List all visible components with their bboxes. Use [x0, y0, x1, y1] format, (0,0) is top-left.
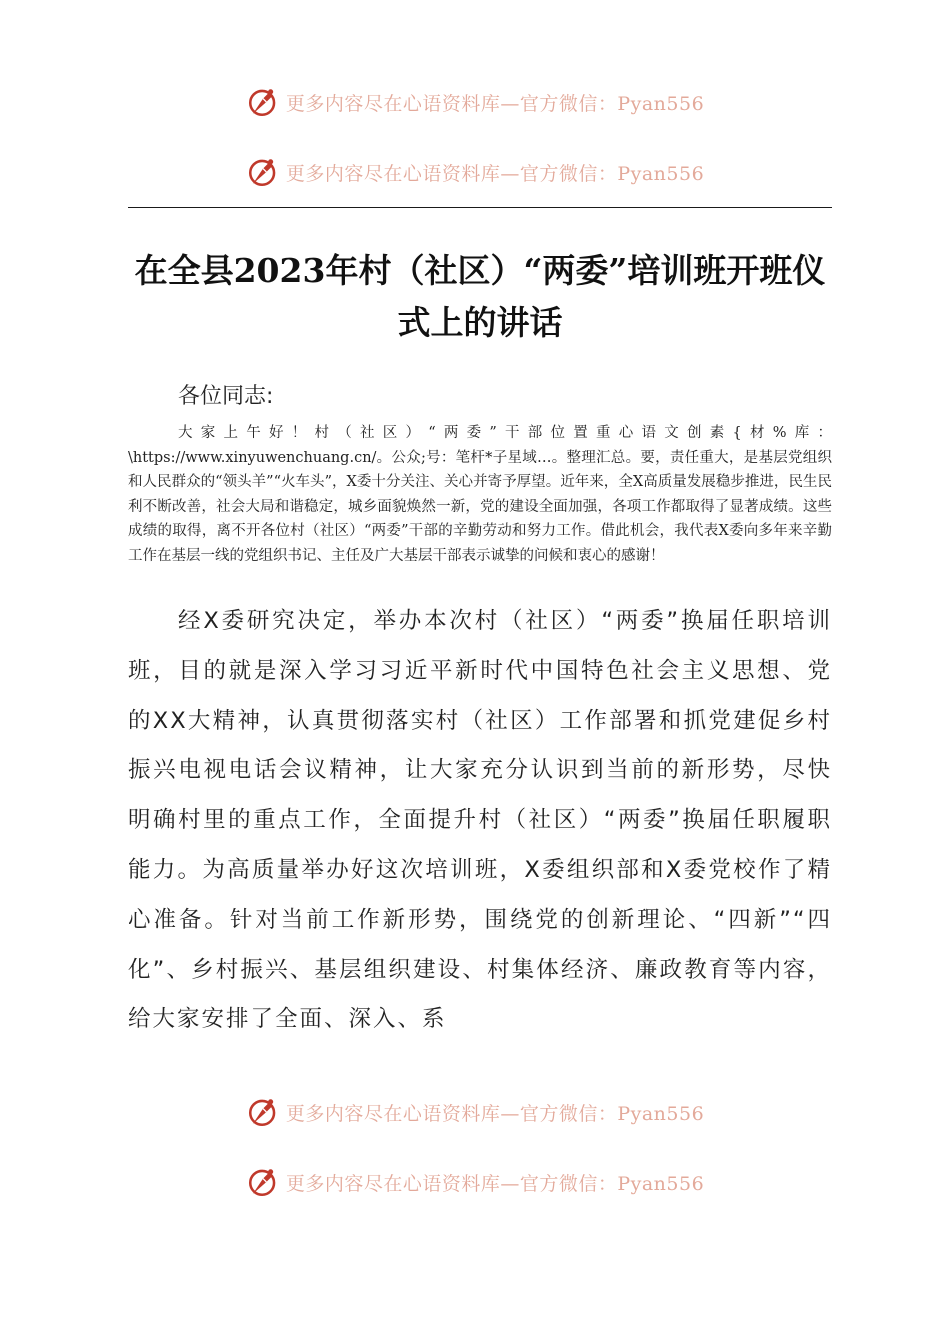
watermark-text: 更多内容尽在心语资料库—官方微信：Pyan556 [285, 1102, 705, 1125]
watermark-text: 更多内容尽在心语资料库—官方微信：Pyan556 [285, 92, 705, 115]
document-title: 在全县2023年村（社区）“两委”培训班开班仪式上的讲话 [134, 251, 826, 342]
pen-nib-logo-icon [246, 1095, 280, 1129]
pen-nib-logo-icon [246, 155, 280, 189]
pen-nib-logo-icon [246, 1165, 280, 1199]
watermark-text: 更多内容尽在心语资料库—官方微信：Pyan556 [285, 162, 705, 185]
watermark-banner-4 [0, 1160, 950, 1204]
pen-nib-logo-icon [246, 85, 280, 119]
salutation: 各位同志: [178, 384, 274, 409]
watermark-banner-3 [0, 1090, 950, 1134]
watermark-banner-2 [0, 150, 950, 194]
watermark-banner-1 [0, 80, 950, 124]
watermark-text: 更多内容尽在心语资料库—官方微信：Pyan556 [285, 1172, 705, 1195]
intro-paragraph: 大家上午好！村（社区）“两委”干部位置重心语文创素{材%库：\https://www.xinyuwenchuang.cn/。公众;号：笔杆*子星域…。整理汇总。要，责任重大，是基层党组织和人民群众的“领头羊”“火车头”，X委十分关注、关心并寄予厚望。近年来，全X高质量发展稳步推进，民生民利不断改善，社会大局和谐稳定，城乡面貌焕然一新，党的建设全面加强，各项工作都取得了显著成绩。这些成绩的取得，离不开各位村（社区）“两委”干部的辛勤劳动和努力工作。借此机会，我代表X委向多年来辛勤工作在基层一线的党组织书记、主任及广大基层干部表示诚挚的问候和衷心的感谢！ [128, 425, 832, 564]
body-paragraph: 经X委研究决定，举办本次村（社区）“两委”换届任职培训班，目的就是深入学习习近平新时代中国特色社会主义思想、党的XX大精神，认真贯彻落实村（社区）工作部署和抓党建促乡村振兴电视电话会议精神，让大家充分认识到当前的新形势，尽快明确村里的重点工作，全面提升村（社区）“两委”换届任职履职能力。为高质量举办好这次培训班，X委组织部和X委党校作了精心准备。针对当前工作新形势，围绕党的创新理论、“四新”“四化”、乡村振兴、基层组织建设、村集体经济、廉政教育等内容，给大家安排了全面、深入、系 [128, 608, 832, 1033]
header-divider [128, 207, 832, 208]
